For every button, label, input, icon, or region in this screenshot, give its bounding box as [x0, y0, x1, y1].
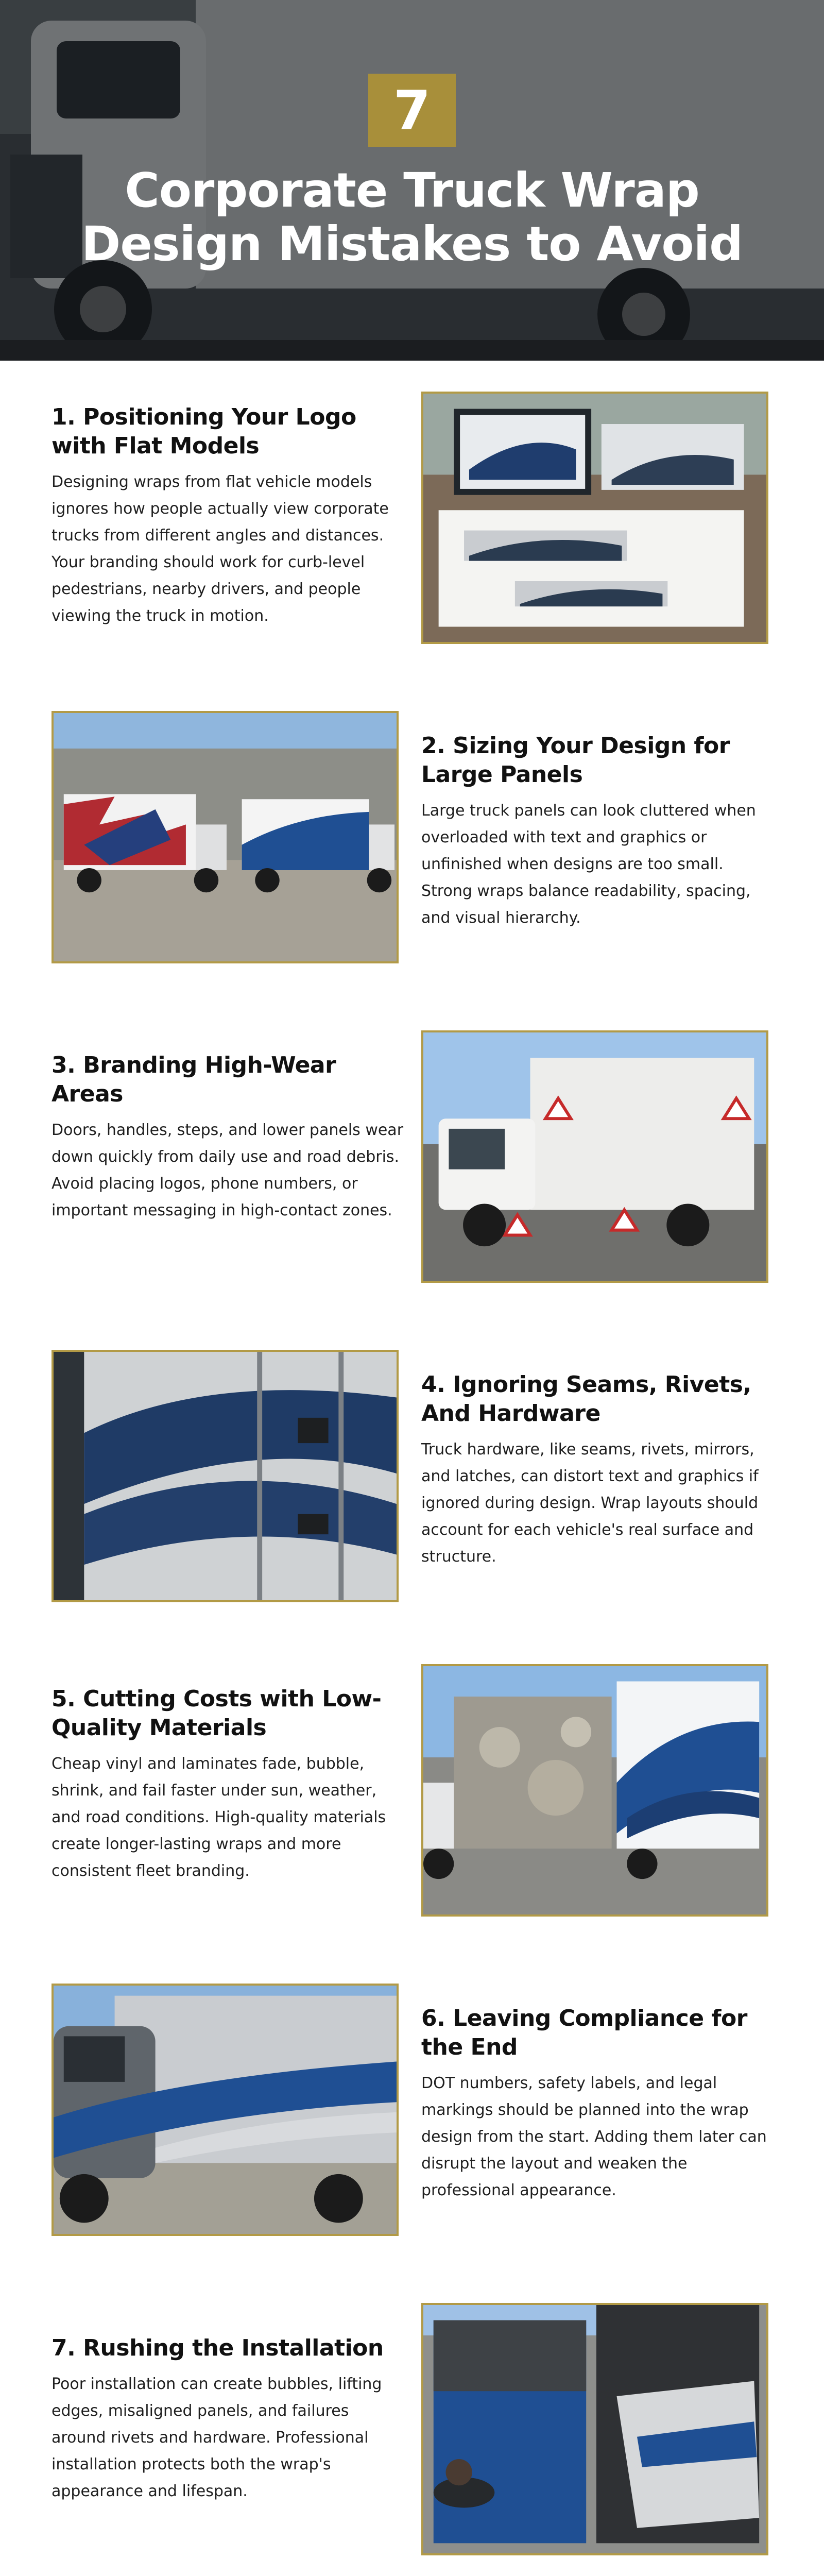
seams-rivets-hardware-image	[52, 1350, 399, 1602]
mistake-section-3	[0, 1030, 824, 1283]
mistake-body: Truck hardware, like seams, rivets, mirrors, and latches, can distort text and graphics if ignored during design. Wrap layouts should account for each vehicle's real surface and structure.	[421, 1440, 759, 1566]
mistake-body: Designing wraps from flat vehicle models ignores how people actually view corporate trucks from different angles and distances. Your branding should work for curb-level pedestrians, nearby drivers, and people viewing the truck in motion.	[52, 473, 389, 625]
mistake-section-1	[0, 392, 824, 644]
mistake-section-4	[0, 1350, 824, 1602]
large-panel-trucks-image	[52, 711, 399, 963]
mistake-count-badge: 7	[368, 74, 456, 147]
compliance-markings-image	[52, 1984, 399, 2236]
page-title	[0, 164, 824, 271]
high-wear-areas-image	[421, 1030, 768, 1283]
mistake-title: 4. Ignoring Seams, Rivets, And Hardware	[421, 1371, 751, 1427]
mistake-body: DOT numbers, safety labels, and legal markings should be planned into the wrap design from the start. Adding them later can disrupt the layout and weaken the professional appearance.	[421, 2074, 767, 2199]
mistake-title: 3. Branding High-Wear Areas	[52, 1052, 336, 1107]
mistake-title: 2. Sizing Your Design for Large Panels	[421, 733, 730, 788]
mistake-body: Poor installation can create bubbles, lifting edges, misaligned panels, and failures around rivets and hardware. Professional installation protects both the wrap's appearance and lifespan.	[52, 2375, 382, 2500]
mistake-body: Doors, handles, steps, and lower panels wear down quickly from daily use and road debris. Avoid placing logos, phone numbers, or important messaging in high-contact zones.	[52, 1121, 404, 1219]
mistake-section-5	[0, 1664, 824, 1917]
page-title-line2: Design Mistakes to Avoid	[81, 216, 743, 272]
mistake-title: 1. Positioning Your Logo with Flat Models	[52, 404, 356, 459]
wrap-installation-image	[421, 2303, 768, 2555]
mistake-title: 5. Cutting Costs with Low-Quality Materials	[52, 1686, 382, 1741]
mistake-title: 7. Rushing the Installation	[52, 2335, 384, 2361]
hero-banner	[0, 0, 824, 361]
page-title-line1: Corporate Truck Wrap	[125, 163, 699, 218]
mistake-body: Cheap vinyl and laminates fade, bubble, shrink, and fail faster under sun, weather, and road conditions. High-quality materials create longer-lasting wraps and more consistent fleet branding.	[52, 1755, 386, 1880]
mistake-body: Large truck panels can look cluttered when overloaded with text and graphics or unfinished when designs are too small. Strong wraps balance readability, spacing, and visual hierarchy.	[421, 802, 756, 927]
mistake-section-6	[0, 1984, 824, 2236]
material-quality-comparison-image	[421, 1664, 768, 1917]
mistake-title: 6. Leaving Compliance for the End	[421, 2005, 747, 2060]
mistake-section-7	[0, 2303, 824, 2555]
mistake-section-2	[0, 711, 824, 963]
flat-model-design-image	[421, 392, 768, 644]
